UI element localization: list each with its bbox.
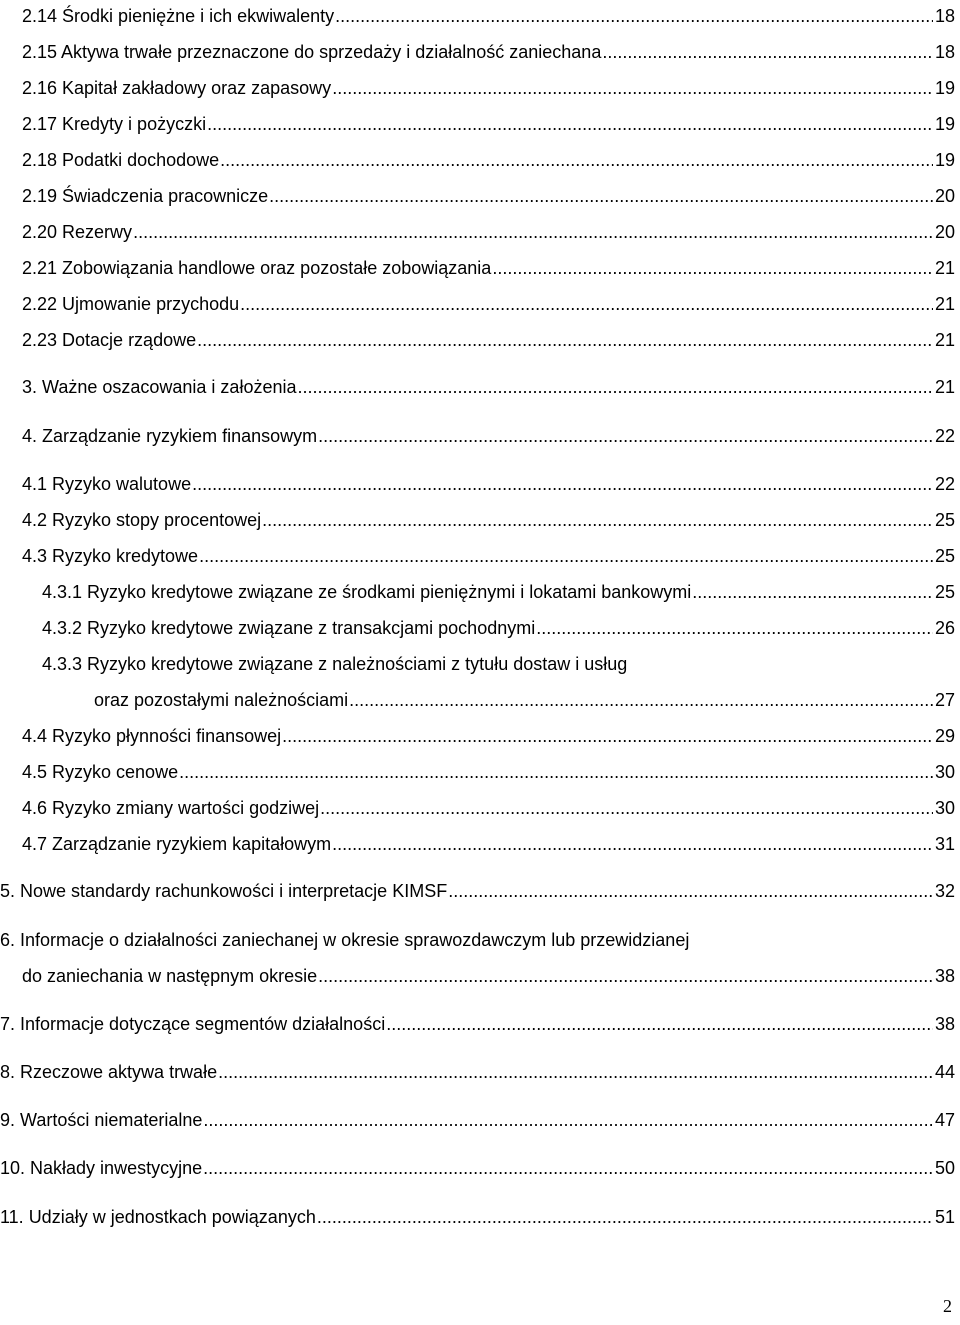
- toc-entry[interactable]: [0, 880, 960, 902]
- toc-page-number: 19: [934, 150, 955, 170]
- toc-page-number: 29: [934, 726, 955, 746]
- toc-entry[interactable]: [0, 221, 960, 243]
- toc-entry[interactable]: [0, 725, 960, 747]
- toc-entry-title-continuation: do zaniechania w następnym okresie: [22, 966, 318, 986]
- toc-entry-title: 6. Informacje o działalności zaniechanej w okresie sprawozdawczym lub przewidzianej: [0, 930, 690, 950]
- toc-page-number: 47: [934, 1110, 955, 1130]
- toc-entry[interactable]: [0, 1013, 960, 1035]
- toc-page-number: 38: [934, 966, 955, 986]
- toc-entry[interactable]: [0, 797, 960, 819]
- toc-dot-leader: [262, 509, 933, 531]
- toc-page-number: 18: [934, 42, 955, 62]
- toc-dot-leader: [197, 329, 933, 351]
- toc-entry[interactable]: [0, 41, 960, 63]
- toc-page-number: 31: [934, 834, 955, 854]
- toc-entry[interactable]: [0, 473, 960, 495]
- toc-page-number: 27: [934, 690, 955, 710]
- toc-entry-title: 2.21 Zobowiązania handlowe oraz pozostałe zobowiązania: [22, 258, 492, 278]
- toc-dot-leader: [335, 5, 933, 27]
- toc-entry[interactable]: [0, 1109, 960, 1131]
- toc-page-number: 20: [934, 186, 955, 206]
- toc-entry[interactable]: [0, 1206, 960, 1228]
- toc-entry[interactable]: [0, 653, 960, 711]
- toc-page-number: 30: [934, 762, 955, 782]
- toc-entry[interactable]: [0, 77, 960, 99]
- toc-entry[interactable]: [0, 425, 960, 447]
- toc-page-number: 21: [934, 294, 955, 314]
- page-number: 2: [943, 1296, 952, 1316]
- toc-dot-leader: [448, 880, 933, 902]
- toc-entry[interactable]: [0, 5, 960, 27]
- toc-entry-title: 2.18 Podatki dochodowe: [22, 150, 220, 170]
- toc-entry[interactable]: [0, 149, 960, 171]
- toc-entry[interactable]: [0, 509, 960, 531]
- toc-page-number: 50: [934, 1158, 955, 1178]
- toc-dot-leader: [133, 221, 933, 243]
- toc-page-number: 25: [934, 546, 955, 566]
- toc-dot-leader: [692, 581, 933, 603]
- toc-entry-title: 4.4 Ryzyko płynności finansowej: [22, 726, 282, 746]
- toc-dot-leader: [332, 833, 933, 855]
- toc-dot-leader: [203, 1157, 933, 1179]
- toc-entry-title: 3. Ważne oszacowania i założenia: [22, 377, 297, 397]
- toc-entry[interactable]: [0, 185, 960, 207]
- toc-entry-title: 4.3.1 Ryzyko kredytowe związane ze środkami pieniężnymi i lokatami bankowymi: [42, 582, 692, 602]
- toc-entry-title: 4. Zarządzanie ryzykiem finansowym: [22, 426, 318, 446]
- toc-entry[interactable]: [0, 761, 960, 783]
- toc-dot-leader: [199, 545, 933, 567]
- toc-dot-leader: [269, 185, 933, 207]
- toc-page-number: 21: [934, 377, 955, 397]
- toc-dot-leader: [318, 965, 933, 987]
- toc-entry[interactable]: [0, 1061, 960, 1083]
- toc-entry-title-continuation: oraz pozostałymi należnościami: [94, 690, 349, 710]
- toc-dot-leader: [349, 689, 933, 711]
- toc-dot-leader: [317, 1206, 933, 1228]
- toc-dot-leader: [203, 1109, 933, 1131]
- toc-page-number: 22: [934, 474, 955, 494]
- toc-page-number: 25: [934, 582, 955, 602]
- toc-page-number: 25: [934, 510, 955, 530]
- toc-dot-leader: [320, 797, 933, 819]
- toc-dot-leader: [297, 376, 932, 398]
- toc-entry-title: 2.23 Dotacje rządowe: [22, 330, 197, 350]
- toc-entry-title: 2.17 Kredyty i pożyczki: [22, 114, 207, 134]
- toc-entry[interactable]: [0, 376, 960, 398]
- toc-page-number: 18: [934, 6, 955, 26]
- toc-dot-leader: [282, 725, 933, 747]
- toc-entry-title: 4.1 Ryzyko walutowe: [22, 474, 192, 494]
- toc-entry[interactable]: [0, 545, 960, 567]
- toc-entry-title: 4.2 Ryzyko stopy procentowej: [22, 510, 262, 530]
- toc-page-number: 21: [934, 258, 955, 278]
- toc-entry-title: 5. Nowe standardy rachunkowości i interpretacje KIMSF: [0, 881, 448, 901]
- toc-entry-title: 2.16 Kapitał zakładowy oraz zapasowy: [22, 78, 332, 98]
- toc-page-number: 21: [934, 330, 955, 350]
- toc-entry[interactable]: [0, 617, 960, 639]
- toc-dot-leader: [536, 617, 933, 639]
- toc-entry-title: 2.19 Świadczenia pracownicze: [22, 186, 269, 206]
- toc-page-number: 38: [934, 1014, 955, 1034]
- toc-dot-leader: [602, 41, 933, 63]
- toc-entry-title: 4.5 Ryzyko cenowe: [22, 762, 179, 782]
- toc-dot-leader: [192, 473, 933, 495]
- toc-page-number: 19: [934, 114, 955, 134]
- toc-entry-title: 7. Informacje dotyczące segmentów działalności: [0, 1014, 386, 1034]
- toc-dot-leader: [220, 149, 933, 171]
- toc-dot-leader: [207, 113, 933, 135]
- toc-entry[interactable]: [0, 293, 960, 315]
- toc-page-number: 32: [934, 881, 955, 901]
- toc-entry-title: 2.22 Ujmowanie przychodu: [22, 294, 240, 314]
- toc-entry[interactable]: [0, 257, 960, 279]
- toc-dot-leader: [218, 1061, 933, 1083]
- toc-entry-title: 2.20 Rezerwy: [22, 222, 133, 242]
- toc-entry-title: 2.15 Aktywa trwałe przeznaczone do sprzedaży i działalność zaniechana: [22, 42, 602, 62]
- toc-entry[interactable]: [0, 1157, 960, 1179]
- toc-page-number: 26: [934, 618, 955, 638]
- toc-dot-leader: [179, 761, 933, 783]
- toc-dot-leader: [240, 293, 933, 315]
- toc-entry-title: 4.6 Ryzyko zmiany wartości godziwej: [22, 798, 320, 818]
- toc-entry-title: 4.3 Ryzyko kredytowe: [22, 546, 199, 566]
- toc-dot-leader: [492, 257, 933, 279]
- toc-entry-title: 11. Udziały w jednostkach powiązanych: [0, 1207, 316, 1227]
- toc-page-number: 20: [934, 222, 955, 242]
- toc-page-number: 30: [934, 798, 955, 818]
- toc-entry[interactable]: [0, 329, 960, 351]
- toc-page-number: 44: [934, 1062, 955, 1082]
- toc-dot-leader: [332, 77, 933, 99]
- toc-dot-leader: [386, 1013, 933, 1035]
- toc-entry-title: 2.14 Środki pieniężne i ich ekwiwalenty: [22, 6, 335, 26]
- toc-entry[interactable]: [0, 113, 960, 135]
- toc-entry-title: 4.3.3 Ryzyko kredytowe związane z należnościami z tytułu dostaw i usług: [42, 654, 628, 674]
- toc-page-number: 22: [934, 426, 955, 446]
- toc-entry[interactable]: [0, 581, 960, 603]
- toc-page-number: 51: [934, 1207, 955, 1227]
- toc-entry[interactable]: [0, 833, 960, 855]
- toc-entry[interactable]: [0, 929, 960, 987]
- toc-dot-leader: [318, 425, 933, 447]
- toc-entry-title: 9. Wartości niematerialne: [0, 1110, 203, 1130]
- toc-entry-title: 4.3.2 Ryzyko kredytowe związane z transakcjami pochodnymi: [42, 618, 536, 638]
- toc-entry-title: 10. Nakłady inwestycyjne: [0, 1158, 203, 1178]
- toc-entry-title: 8. Rzeczowe aktywa trwałe: [0, 1062, 218, 1082]
- toc-entry-title: 4.7 Zarządzanie ryzykiem kapitałowym: [22, 834, 332, 854]
- toc-page-number: 19: [934, 78, 955, 98]
